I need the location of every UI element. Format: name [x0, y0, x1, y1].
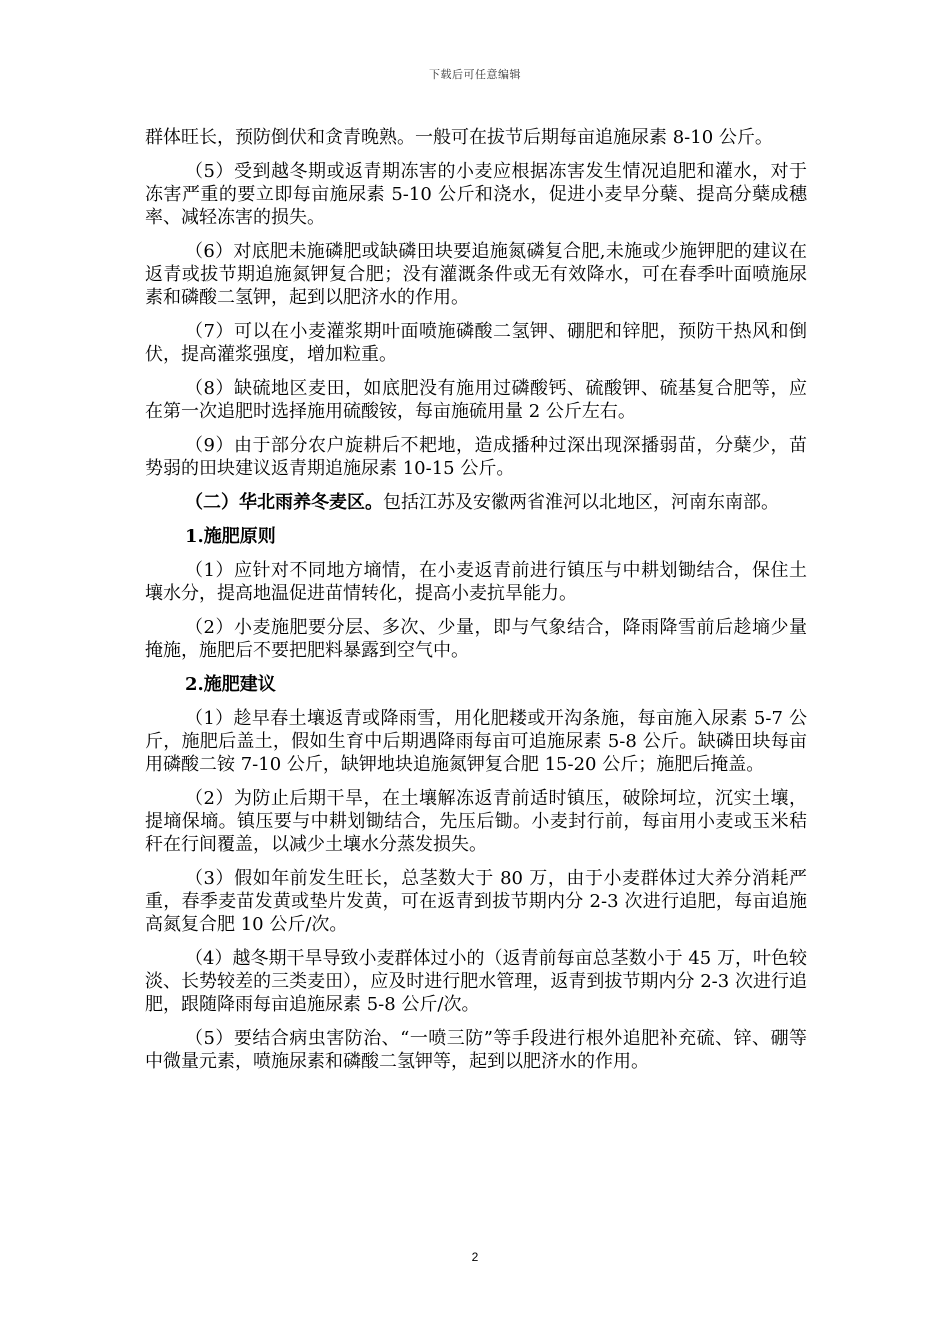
paragraph-item-7: （7）可以在小麦灌浆期叶面喷施磷酸二氢钾、硼肥和锌肥，预防干热风和倒伏，提高灌浆强度，增加粒重。 [145, 321, 807, 365]
paragraph-suggestion-5: （5）要结合病虫害防治、“一喷三防”等手段进行根外追肥补充硫、锌、硼等中微量元素，喷施尿素和磷酸二氢钾等，起到以肥济水的作用。 [145, 1028, 807, 1072]
paragraph-item-5: （5）受到越冬期或返青期冻害的小麦应根据冻害发生情况追肥和灌水，对于冻害严重的要立即每亩施尿素 5-10 公斤和浇水，促进小麦早分蘖、提高分蘖成穗率、减轻冻害的损失。 [145, 161, 807, 228]
paragraph-item-6: （6）对底肥未施磷肥或缺磷田块要追施氮磷复合肥,未施或少施钾肥的建议在返青或拔节期追施氮钾复合肥；没有灌溉条件或无有效降水，可在春季叶面喷施尿素和磷酸二氢钾，起到以肥济水的作用。 [145, 241, 807, 308]
paragraph-suggestion-4: （4）越冬期干旱导致小麦群体过小的（返青前每亩总茎数小于 45 万，叶色较淡、长势较差的三类麦田），应及时进行肥水管理，返青到拔节期内分 2-3 次进行追肥，跟随降雨每亩追施尿素 5-8 公斤/次。 [145, 948, 807, 1015]
paragraph-suggestion-2: （2）为防止后期干旱，在土壤解冻返青前适时镇压，破除坷垃，沉实土壤，提墒保墒。镇压要与中耕划锄结合，先压后锄。小麦封行前，每亩用小麦或玉米秸秆在行间覆盖，以减少土壤水分蒸发损失。 [145, 788, 807, 855]
paragraph-suggestion-3: （3）假如年前发生旺长，总茎数大于 80 万，由于小麦群体过大养分消耗严重，春季麦苗发黄或垫片发黄，可在返青到拔节期内分 2-3 次进行追肥，每亩追施高氮复合肥 10 公斤/次。 [145, 868, 807, 935]
heading-fertilization-suggestions: 2.施肥建议 [185, 674, 276, 695]
page-header: 下载后可任意编辑 [429, 68, 521, 81]
page-number: 2 [471, 1250, 479, 1264]
paragraph-principle-1: （1）应针对不同地方墒情，在小麦返青前进行镇压与中耕划锄结合，保住土壤水分，提高地温促进苗情转化，提高小麦抗旱能力。 [145, 560, 807, 604]
paragraph-item-9: （9）由于部分农户旋耕后不耙地，造成播种过深出现深播弱苗，分蘖少，苗势弱的田块建议返青期追施尿素 10-15 公斤。 [145, 435, 807, 479]
paragraph-continuation: 群体旺长，预防倒伏和贪青晚熟。一般可在拔节后期每亩追施尿素 8-10 公斤。 [145, 127, 773, 148]
paragraph-item-8: （8）缺硫地区麦田，如底肥没有施用过磷酸钙、硫酸钾、硫基复合肥等，应在第一次追肥时选择施用硫酸铵，每亩施硫用量 2 公斤左右。 [145, 378, 807, 422]
document-body [145, 126, 807, 1084]
section-title: （二）华北雨养冬麦区。 [185, 492, 383, 513]
paragraph-principle-2: （2）小麦施肥要分层、多次、少量，即与气象结合，降雨降雪前后趁墒少量掩施，施肥后不要把肥料暴露到空气中。 [145, 617, 807, 661]
paragraph-suggestion-1: （1）趁早春土壤返青或降雨雪，用化肥耧或开沟条施，每亩施入尿素 5-7 公斤，施肥后盖土，假如生育中后期遇降雨每亩可追施尿素 5-8 公斤。缺磷田块每亩用磷酸二铵 7-10 公斤，缺钾地块追施氮钾复合肥 15-20 公斤；施肥后掩盖。 [145, 708, 807, 775]
heading-fertilization-principles: 1.施肥原则 [185, 526, 276, 547]
section-description: 包括江苏及安徽两省淮河以北地区，河南东南部。 [383, 492, 779, 513]
section-north-china-rainfed [145, 491, 807, 514]
